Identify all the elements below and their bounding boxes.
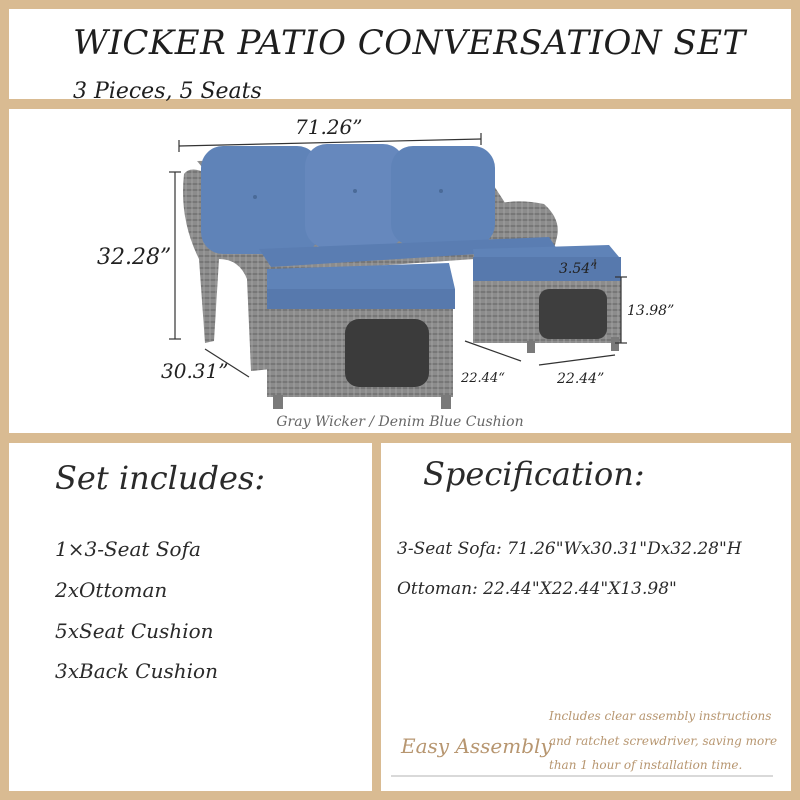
- ottoman-left: [267, 263, 455, 409]
- back-cushion-left: [201, 146, 319, 254]
- header-panel: [9, 9, 791, 104]
- back-cushion-right: [391, 146, 495, 246]
- set-item: 2xOttoman: [55, 578, 168, 602]
- product-illustration: [9, 109, 791, 433]
- dim-sofa-depth: 30.31”: [161, 359, 229, 383]
- dim-ottoman-width: 22.44”: [557, 371, 605, 387]
- assembly-divider: [391, 775, 773, 777]
- page-subtitle: 3 Pieces, 5 Seats: [73, 79, 262, 104]
- product-caption: Gray Wicker / Denim Blue Cushion: [276, 414, 524, 430]
- set-includes-heading: Set includes:: [55, 459, 266, 497]
- dim-sofa-width: 71.26”: [295, 115, 363, 139]
- spec-line-ottoman: Ottoman: 22.44"X22.44"X13.98": [397, 579, 677, 599]
- back-cushion-middle: [305, 144, 405, 248]
- spec-line-sofa: 3-Seat Sofa: 71.26"Wx30.31"Dx32.28"H: [397, 539, 742, 559]
- specification-panel: [381, 443, 791, 791]
- product-image-panel: [9, 109, 791, 433]
- set-item: 5xSeat Cushion: [55, 619, 214, 643]
- set-item: 3xBack Cushion: [55, 659, 218, 683]
- assembly-line: and ratchet screwdriver, saving more: [549, 734, 778, 748]
- assembly-label: Easy Assembly: [401, 734, 552, 758]
- dim-ottoman-depth: 22.44“: [461, 371, 505, 386]
- specification-heading: Specification:: [423, 455, 645, 493]
- assembly-line: Includes clear assembly instructions: [549, 709, 772, 723]
- set-includes-panel: [9, 443, 372, 791]
- set-item: 1×3-Seat Sofa: [55, 537, 201, 561]
- dim-cushion-thickness: 3.54”: [559, 261, 598, 277]
- dim-ottoman-height: 13.98”: [627, 303, 675, 319]
- ottoman-right: [473, 245, 621, 353]
- assembly-line: than 1 hour of installation time.: [549, 758, 743, 772]
- page-title: WICKER PATIO CONVERSATION SET: [73, 23, 746, 63]
- dim-sofa-height: 32.28”: [97, 245, 172, 270]
- assembly-box: [391, 705, 778, 777]
